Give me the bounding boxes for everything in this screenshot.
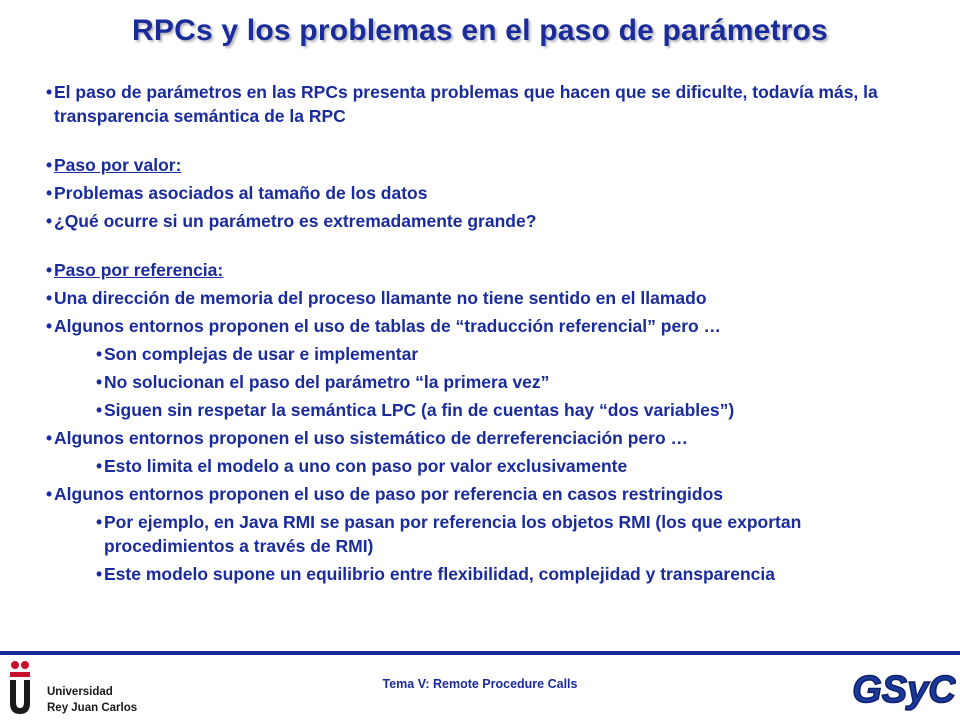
referencia-subitem: • Son complejas de usar e implementar	[96, 342, 916, 366]
valor-item: • Problemas asociados al tamaño de los datos	[46, 181, 916, 205]
referencia-item: • Una dirección de memoria del proceso llamante no tiene sentido en el llamado	[46, 286, 916, 310]
slide-title: RPCs y los problemas en el paso de parámetros	[132, 14, 828, 47]
gsyc-logo-icon	[852, 664, 956, 712]
referencia-subitem: • Por ejemplo, en Java RMI se pasan por referencia los objetos RMI (los que exportan procedimientos a través de RMI)	[96, 510, 916, 558]
paso-por-referencia-heading	[46, 258, 916, 282]
referencia-subitem: • Este modelo supone un equilibrio entre flexibilidad, complejidad y transparencia	[96, 562, 916, 586]
paso-por-valor-heading-text: Paso por valor:	[54, 155, 182, 175]
referencia-subitem: • Esto limita el modelo a uno con paso por valor exclusivamente	[96, 454, 916, 478]
slide-content	[46, 80, 916, 590]
referencia-item: • Algunos entornos proponen el uso de tablas de “traducción referencial” pero …	[46, 314, 916, 338]
intro-bullet: • El paso de parámetros en las RPCs presenta problemas que hacen que se dificulte, todavía más, la transparencia semántica de la RPC	[46, 80, 916, 128]
university-line2: Rey Juan Carlos	[47, 702, 138, 714]
paso-por-valor-heading	[46, 153, 916, 177]
referencia-item: • Algunos entornos proponen el uso sistemático de derreferenciación pero …	[46, 426, 916, 450]
paso-por-referencia-heading-text: Paso por referencia:	[54, 260, 224, 280]
footer-title: Tema V: Remote Procedure Calls	[382, 677, 578, 691]
footer-divider	[0, 651, 960, 655]
gsyc-logo-text: GSyC	[852, 669, 956, 711]
referencia-subitem: • Siguen sin respetar la semántica LPC (a fin de cuentas hay “dos variables”)	[96, 398, 916, 422]
university-line1: Universidad	[47, 686, 113, 698]
referencia-item: • Algunos entornos proponen el uso de paso por referencia en casos restringidos	[46, 482, 916, 506]
referencia-subitem: • No solucionan el paso del parámetro “la primera vez”	[96, 370, 916, 394]
valor-item: • ¿Qué ocurre si un parámetro es extremadamente grande?	[46, 209, 916, 233]
